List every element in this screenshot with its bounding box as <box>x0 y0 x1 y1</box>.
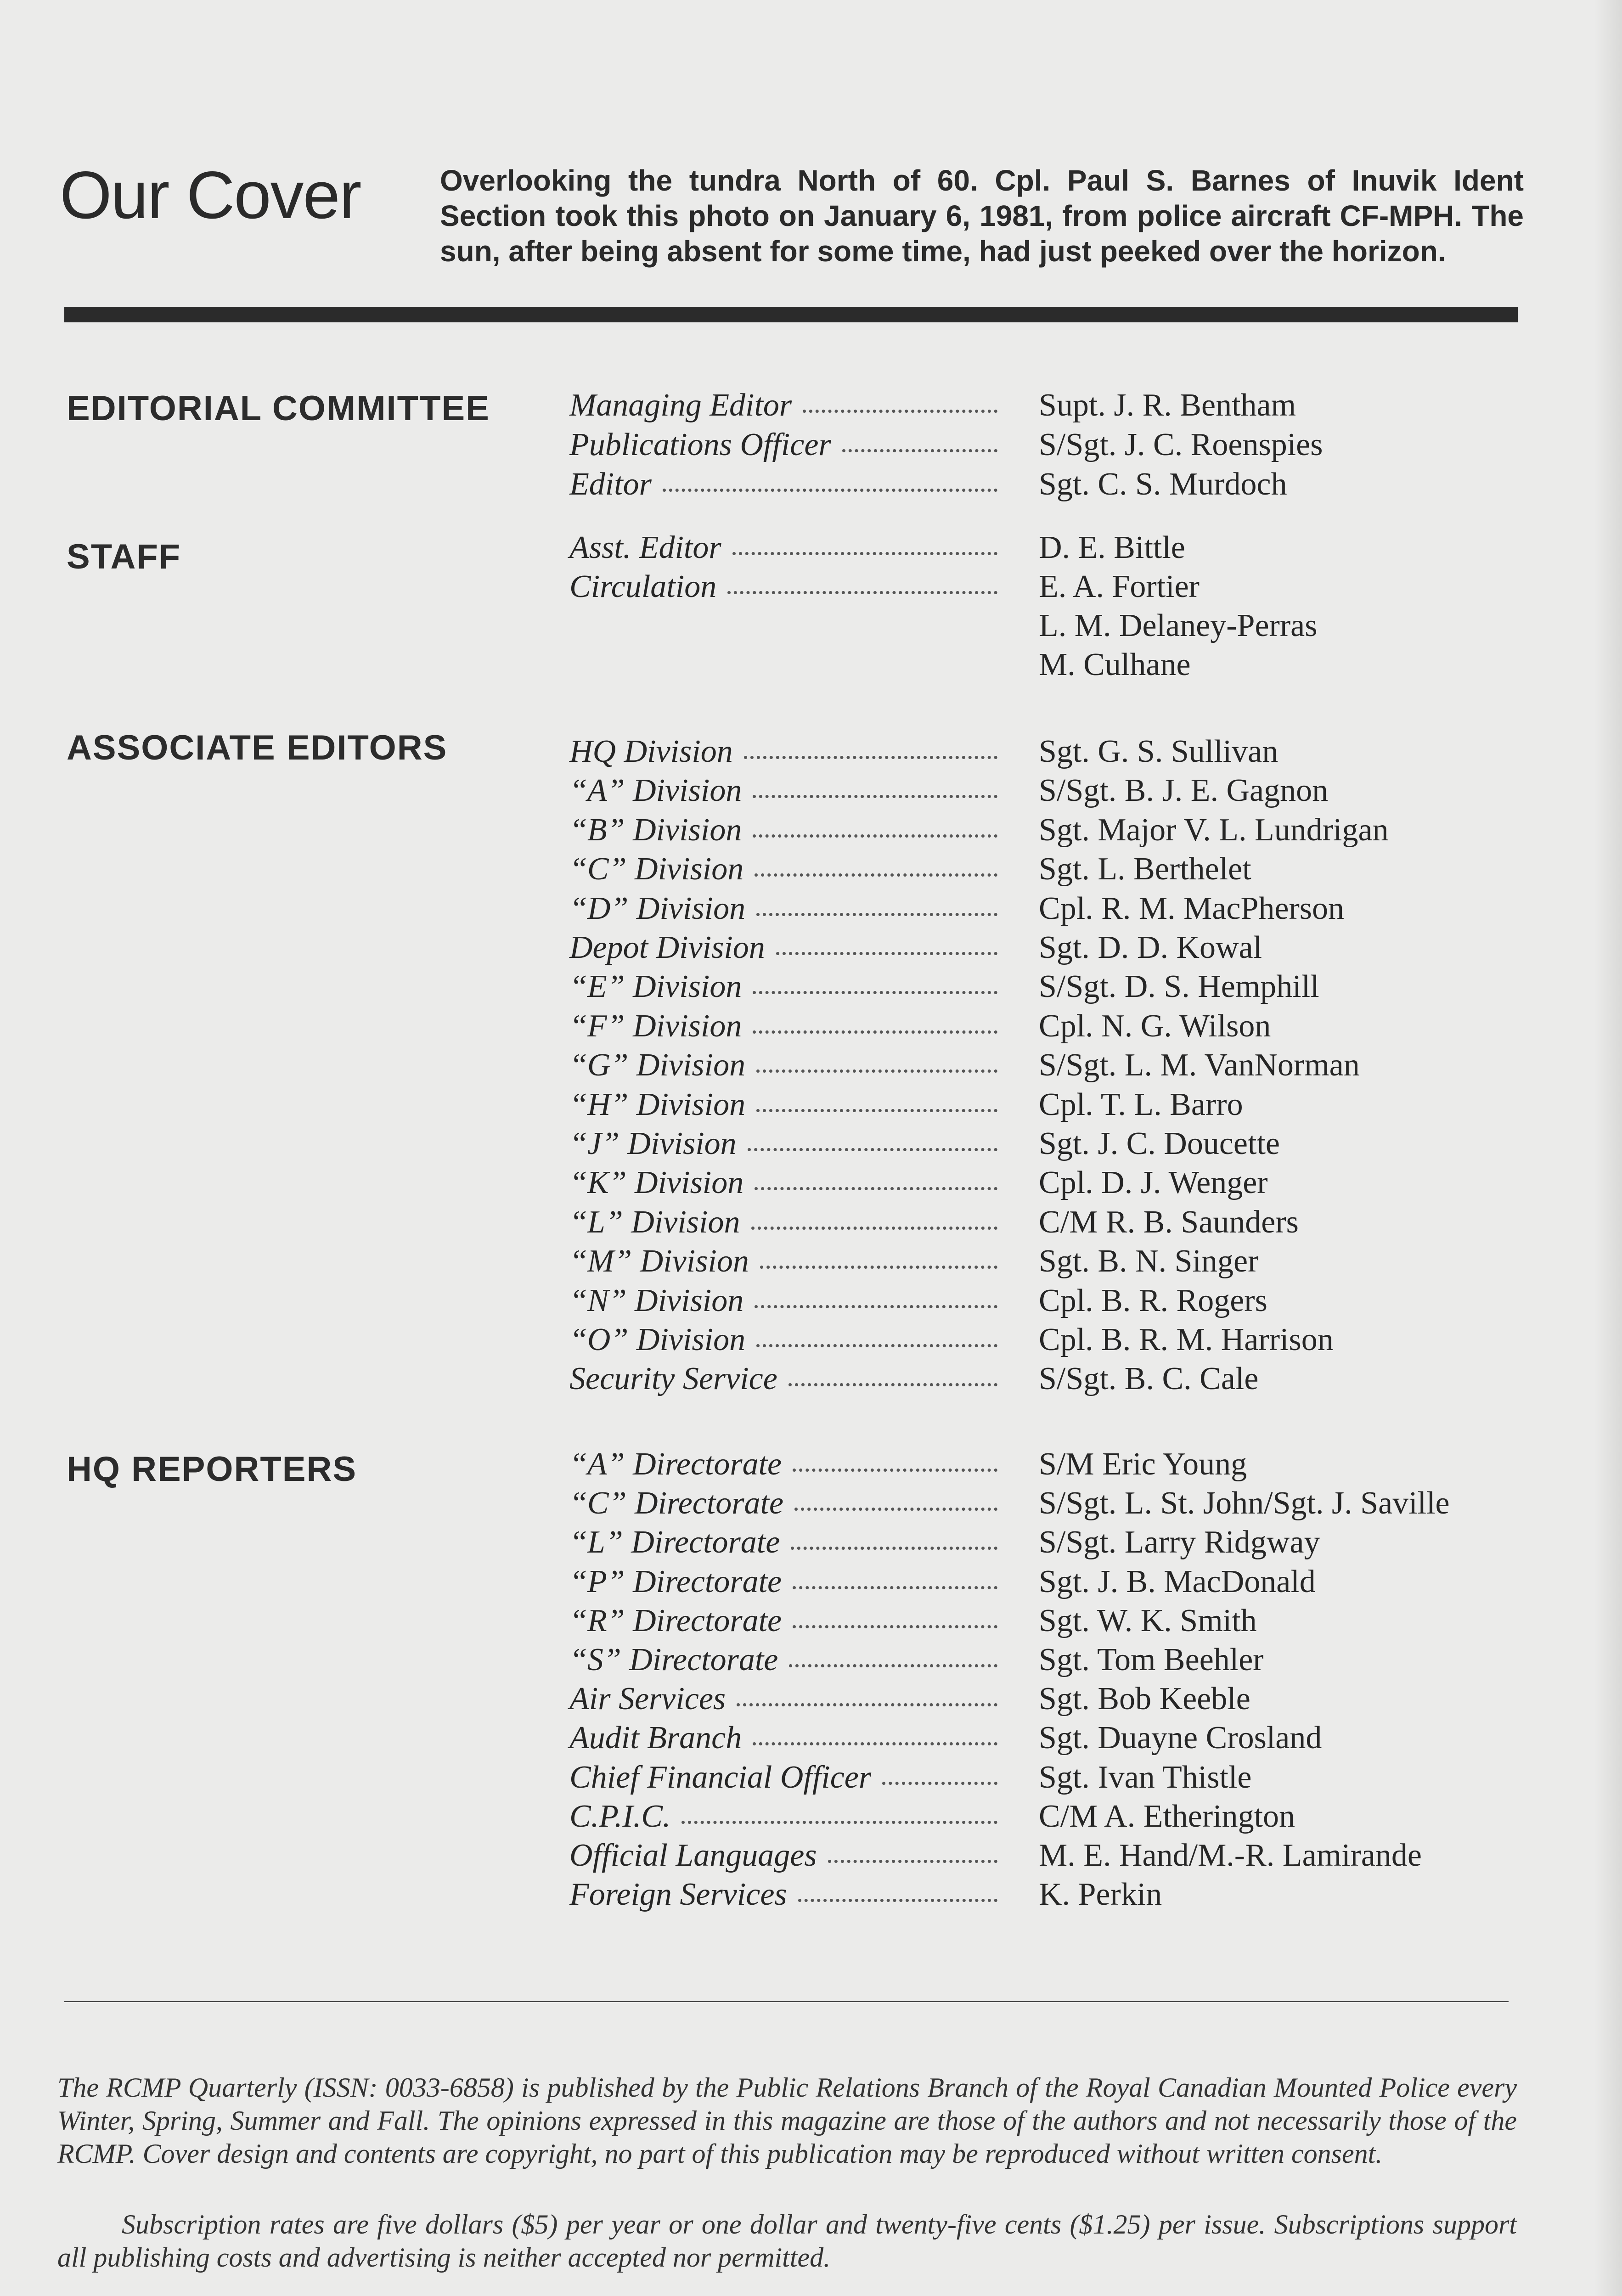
leader-dots <box>755 1187 997 1190</box>
roster-entry <box>0 1484 1622 1523</box>
leader-dots <box>753 795 997 798</box>
entry-person: L. M. Delaney-Perras <box>1039 608 1318 643</box>
leader-dots <box>753 1742 997 1745</box>
entry-person: Cpl. R. M. MacPherson <box>1039 891 1344 926</box>
section-heading-staff: STAFF <box>67 537 181 576</box>
entry-role: HQ Division <box>569 734 733 769</box>
entry-role: “J” Division <box>569 1126 737 1161</box>
entry-role: Air Services <box>569 1681 726 1716</box>
entry-person: S/Sgt. B. C. Cale <box>1039 1361 1259 1396</box>
entry-person: K. Perkin <box>1039 1877 1162 1912</box>
roster-entry <box>0 1445 1622 1484</box>
entry-role: Depot Division <box>569 930 765 965</box>
entry-person: D. E. Bittle <box>1039 530 1185 565</box>
entry-person: M. E. Hand/M.-R. Lamirande <box>1039 1838 1422 1873</box>
leader-dots <box>755 873 997 877</box>
roster-entry <box>0 889 1622 929</box>
entry-person: M. Culhane <box>1039 647 1191 682</box>
roster-entry <box>0 1085 1622 1125</box>
roster-entry <box>0 1640 1622 1680</box>
entry-role: Chief Financial Officer <box>569 1760 872 1795</box>
entry-person: Supt. J. R. Bentham <box>1039 388 1296 423</box>
roster-entry <box>0 771 1622 810</box>
roster-entry <box>0 386 1622 425</box>
roster-entry <box>0 850 1622 889</box>
leader-dots <box>794 1508 997 1511</box>
entry-role: “D” Division <box>569 891 746 926</box>
entry-person: Cpl. D. J. Wenger <box>1039 1165 1268 1200</box>
leader-dots <box>789 1664 997 1667</box>
roster-entry <box>0 465 1622 504</box>
leader-dots <box>755 1305 997 1308</box>
entry-role: “A” Division <box>569 773 742 808</box>
leader-dots <box>776 952 997 955</box>
entry-role: “A” Directorate <box>569 1446 782 1482</box>
roster-entry <box>0 1836 1622 1875</box>
entry-person: Sgt. W. K. Smith <box>1039 1603 1257 1638</box>
leader-dots <box>882 1782 997 1785</box>
roster-entry <box>0 567 1622 607</box>
leader-dots <box>788 1383 997 1386</box>
entry-person: Sgt. Major V. L. Lundrigan <box>1039 812 1389 848</box>
entry-person: Cpl. T. L. Barro <box>1039 1087 1243 1122</box>
roster-entry <box>0 1242 1622 1281</box>
entry-person: Sgt. J. C. Doucette <box>1039 1126 1280 1161</box>
subscription-note: Subscription rates are five dollars ($5) per year or one dollar and twenty-five cents ($1.25) per issue. Subscriptions support all publishing costs and advertising is neither accepted nor permitted. <box>57 2209 1517 2273</box>
entry-role: “O” Division <box>569 1322 746 1357</box>
roster-entry <box>0 1046 1622 1085</box>
roster-entry <box>0 1562 1622 1602</box>
entry-person: Sgt. C. S. Murdoch <box>1039 467 1287 502</box>
entry-person: S/M Eric Young <box>1039 1446 1247 1482</box>
section-heading-associate-editors: ASSOCIATE EDITORS <box>67 728 448 767</box>
roster-entry <box>0 1875 1622 1914</box>
entry-role: Publications Officer <box>569 427 831 462</box>
entry-role: C.P.I.C. <box>569 1799 671 1834</box>
roster-entry <box>0 1718 1622 1758</box>
entry-person: Sgt. D. D. Kowal <box>1039 930 1262 965</box>
entry-person: S/Sgt. B. J. E. Gagnon <box>1039 773 1329 808</box>
entry-person: C/M R. B. Saunders <box>1039 1204 1299 1240</box>
entry-person: C/M A. Etherington <box>1039 1799 1295 1834</box>
entry-person: Sgt. J. B. MacDonald <box>1039 1564 1316 1599</box>
leader-dots <box>791 1547 997 1550</box>
leader-dots <box>756 1344 997 1347</box>
entry-role: Editor <box>569 467 652 502</box>
roster-entry <box>0 1797 1622 1836</box>
entry-role: Security Service <box>569 1361 777 1396</box>
leader-dots <box>753 991 997 994</box>
entry-role: “F” Division <box>569 1008 742 1044</box>
entry-role: “H” Division <box>569 1087 746 1122</box>
leader-dots <box>753 1030 997 1034</box>
entry-role: “G” Division <box>569 1047 746 1083</box>
entry-person: S/Sgt. J. C. Roenspies <box>1039 427 1323 462</box>
publication-notes <box>57 2071 1517 2296</box>
leader-dots <box>842 449 997 452</box>
entry-person: Sgt. Duayne Crosland <box>1039 1720 1322 1756</box>
entry-role: “R” Directorate <box>569 1603 782 1638</box>
roster-entry <box>0 1203 1622 1242</box>
entry-role: Audit Branch <box>569 1720 742 1756</box>
entry-person: E. A. Fortier <box>1039 569 1200 604</box>
leader-dots <box>756 913 997 916</box>
leader-dots <box>744 756 997 759</box>
entry-role: “C” Directorate <box>569 1486 784 1521</box>
roster-entry <box>0 645 1622 685</box>
roster-entry <box>0 928 1622 968</box>
leader-dots <box>681 1821 997 1824</box>
leader-dots <box>798 1899 997 1902</box>
top-divider <box>64 307 1518 322</box>
entry-person: Sgt. B. N. Singer <box>1039 1244 1259 1279</box>
entry-role: “C” Division <box>569 851 744 887</box>
roster-entry <box>0 1679 1622 1719</box>
section-heading-editorial-committee: EDITORIAL COMMITTEE <box>67 389 490 428</box>
entry-person: Sgt. G. S. Sullivan <box>1039 734 1278 769</box>
roster-entry <box>0 1359 1622 1399</box>
leader-dots <box>803 410 997 413</box>
section-heading-hq-reporters: HQ REPORTERS <box>67 1450 357 1489</box>
roster-entry <box>0 1163 1622 1203</box>
leader-dots <box>828 1860 997 1863</box>
leader-dots <box>793 1586 997 1589</box>
leader-dots <box>748 1148 997 1151</box>
leader-dots <box>793 1625 997 1628</box>
entry-role: Official Languages <box>569 1838 817 1873</box>
entry-person: Cpl. N. G. Wilson <box>1039 1008 1271 1044</box>
entry-role: Asst. Editor <box>569 530 721 565</box>
entry-role: “K” Division <box>569 1165 744 1200</box>
entry-person: Sgt. L. Berthelet <box>1039 851 1251 887</box>
entry-role: “L” Directorate <box>569 1525 780 1560</box>
leader-dots <box>732 552 997 555</box>
roster-entry <box>0 1124 1622 1164</box>
roster-entry <box>0 1007 1622 1046</box>
entry-person: Sgt. Ivan Thistle <box>1039 1760 1252 1795</box>
entry-role: “S” Directorate <box>569 1642 778 1677</box>
roster-entry <box>0 528 1622 568</box>
roster-entry <box>0 1281 1622 1321</box>
entry-role: Circulation <box>569 569 717 604</box>
roster-entry <box>0 1758 1622 1797</box>
leader-dots <box>753 834 997 838</box>
publication-note: The RCMP Quarterly (ISSN: 0033-6858) is published by the Public Relations Branch of the Royal Canadian Mounted Police every Winter, Spring, Summer and Fall. The opinions expressed in this magazine are those of the authors and not necessarily those of the RCMP. Cover design and contents are copyright, no part of this publication may be reproduced without written consent. <box>57 2072 1517 2169</box>
roster-entry <box>0 1601 1622 1641</box>
entry-role: Foreign Services <box>569 1877 787 1912</box>
entry-role: “B” Division <box>569 812 742 848</box>
leader-dots <box>751 1227 997 1230</box>
entry-role: “M” Division <box>569 1244 749 1279</box>
entry-role: Managing Editor <box>569 388 792 423</box>
entry-role: “L” Division <box>569 1204 740 1240</box>
entry-person: Cpl. B. R. M. Harrison <box>1039 1322 1334 1357</box>
entry-person: S/Sgt. D. S. Hemphill <box>1039 969 1319 1004</box>
roster-entry <box>0 606 1622 646</box>
entry-person: Cpl. B. R. Rogers <box>1039 1283 1267 1318</box>
entry-role: “P” Directorate <box>569 1564 782 1599</box>
roster-entry <box>0 425 1622 465</box>
roster-entry <box>0 1320 1622 1360</box>
leader-dots <box>737 1703 997 1706</box>
roster-entry <box>0 810 1622 850</box>
leader-dots <box>756 1109 997 1112</box>
entry-person: S/Sgt. L. St. John/Sgt. J. Saville <box>1039 1486 1450 1521</box>
leader-dots <box>793 1469 997 1472</box>
roster-entry <box>0 732 1622 771</box>
entry-person: S/Sgt. L. M. VanNorman <box>1039 1047 1360 1083</box>
leader-dots <box>760 1266 997 1269</box>
entry-person: Sgt. Tom Beehler <box>1039 1642 1264 1677</box>
our-cover-heading: Our Cover <box>60 158 361 232</box>
leader-dots <box>663 489 997 492</box>
entry-person: Sgt. Bob Keeble <box>1039 1681 1250 1716</box>
roster-entry <box>0 1523 1622 1562</box>
roster-entry <box>0 967 1622 1007</box>
entry-person: S/Sgt. Larry Ridgway <box>1039 1525 1320 1560</box>
leader-dots <box>727 591 997 594</box>
cover-description: Overlooking the tundra North of 60. Cpl. Paul S. Barnes of Inuvik Ident Section took this photo on January 6, 1981, from police aircraft CF-MPH. The sun, after being absent for some time, had just peeked over the horizon. <box>440 164 1524 268</box>
entry-role: “N” Division <box>569 1283 744 1318</box>
entry-role: “E” Division <box>569 969 742 1004</box>
leader-dots <box>756 1069 997 1073</box>
bottom-divider <box>64 2001 1509 2002</box>
